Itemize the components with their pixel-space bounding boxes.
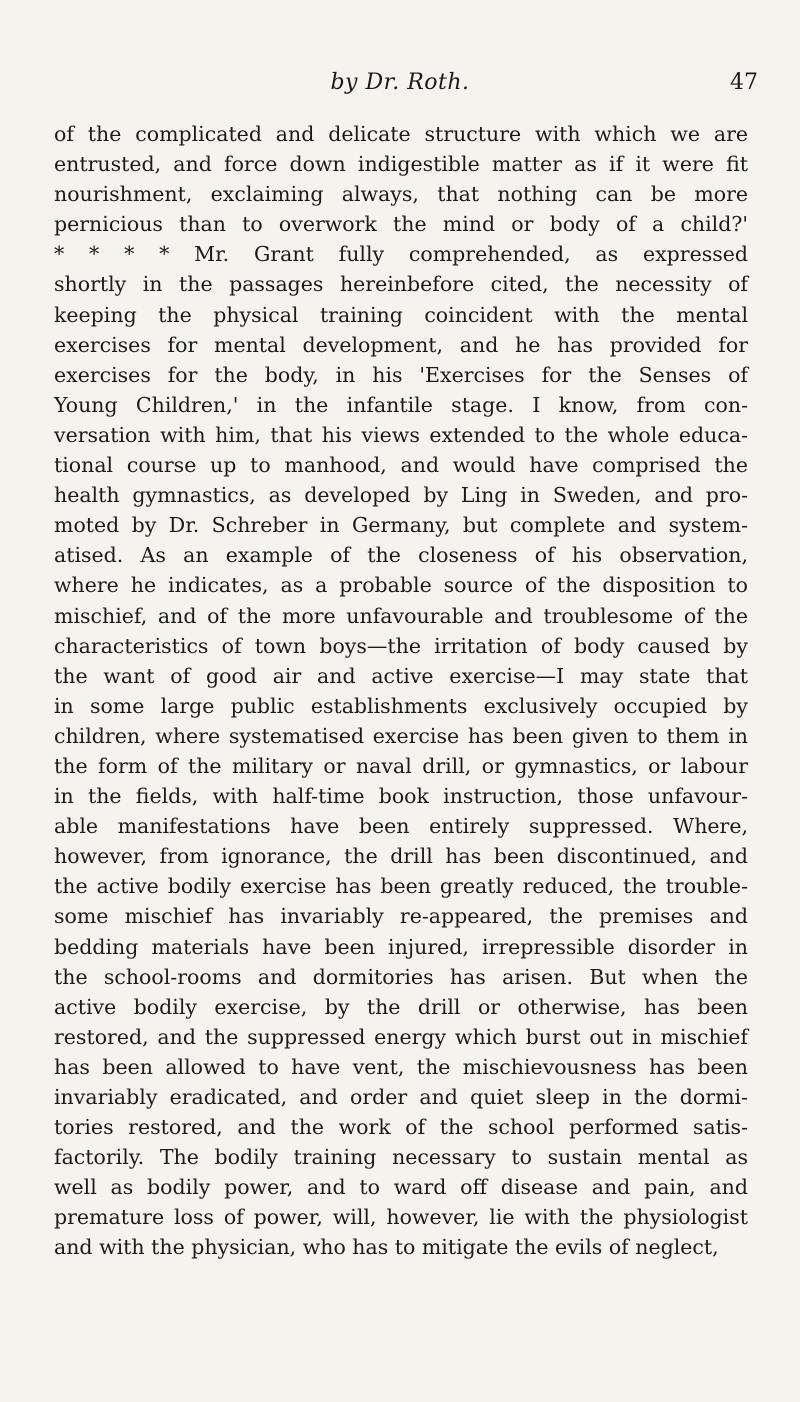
text-line: however, from ignorance, the drill has been discontinued, and [54, 844, 748, 869]
text-line: children, where systematised exercise has been given to them in [54, 723, 748, 748]
text-line: and with the physician, who has to mitigate the evils of neglect, [54, 1235, 719, 1260]
text-line: atised. As an example of the closeness of his observation, [54, 543, 748, 568]
text-line: mischief, and of the more unfavourable and troublesome of the [54, 603, 748, 628]
text-line: invariably eradicated, and order and quiet sleep in the dormi- [54, 1085, 748, 1109]
text-line: has been allowed to have vent, the mischievousness has been [54, 1054, 748, 1079]
text-line: tories restored, and the work of the school performed satis- [54, 1115, 748, 1140]
text-line: characteristics of town boys—the irritation of body caused by [54, 633, 748, 658]
text-line: the active bodily exercise has been greatly reduced, the trouble- [54, 874, 748, 899]
body-text [54, 119, 748, 1263]
text-line: the want of good air and active exercise—I may state that [54, 663, 748, 688]
text-line: bedding materials have been injured, irrepressible disorder in [54, 934, 748, 959]
text-line: Young Children,' in the infantile stage. I know, from con- [54, 392, 748, 417]
text-line: the form of the military or naval drill, or gymnastics, or labour [54, 753, 748, 778]
text-line: entrusted, and force down indigestible matter as if it were fit [54, 152, 748, 177]
text-line: versation with him, that his views extended to the whole educa- [54, 422, 748, 447]
text-line: of the complicated and delicate structure with which we are [54, 122, 748, 146]
text-line: well as bodily power, and to ward off disease and pain, and [54, 1175, 748, 1200]
text-line: pernicious than to overwork the mind or body of a child?' [54, 212, 748, 237]
text-line: * * * * Mr. Grant fully comprehended, as expressed [54, 242, 748, 267]
running-head [0, 68, 800, 108]
text-line: restored, and the suppressed energy which burst out in mischief [54, 1024, 748, 1049]
text-line: tional course up to manhood, and would have comprised the [54, 453, 748, 478]
running-title: by Dr. Roth. [330, 70, 470, 95]
text-line: exercises for mental development, and he has provided for [54, 332, 748, 357]
text-line: where he indicates, as a probable source of the disposition to [54, 573, 748, 598]
text-line: shortly in the passages hereinbefore cited, the necessity of [54, 272, 748, 297]
text-line: in some large public establishments exclusively occupied by [54, 693, 748, 718]
text-line: health gymnastics, as developed by Ling in Sweden, and pro- [54, 483, 748, 508]
text-line: exercises for the body, in his 'Exercises for the Senses of [54, 362, 748, 387]
text-line: some mischief has invariably re-appeared, the premises and [54, 904, 748, 929]
text-line: active bodily exercise, by the drill or otherwise, has been [54, 994, 748, 1019]
text-line: keeping the physical training coincident with the mental [54, 302, 748, 327]
text-line: able manifestations have been entirely suppressed. Where, [54, 814, 748, 839]
text-line: nourishment, exclaiming always, that nothing can be more [54, 182, 748, 207]
text-line: factorily. The bodily training necessary to sustain mental as [54, 1145, 748, 1170]
page-number: 47 [730, 70, 758, 95]
text-line: the school-rooms and dormitories has arisen. But when the [54, 964, 748, 989]
text-line: in the fields, with half-time book instruction, those unfavour- [54, 784, 748, 809]
text-line: moted by Dr. Schreber in Germany, but complete and system- [54, 513, 748, 538]
text-line: premature loss of power, will, however, lie with the physiologist [54, 1205, 748, 1230]
